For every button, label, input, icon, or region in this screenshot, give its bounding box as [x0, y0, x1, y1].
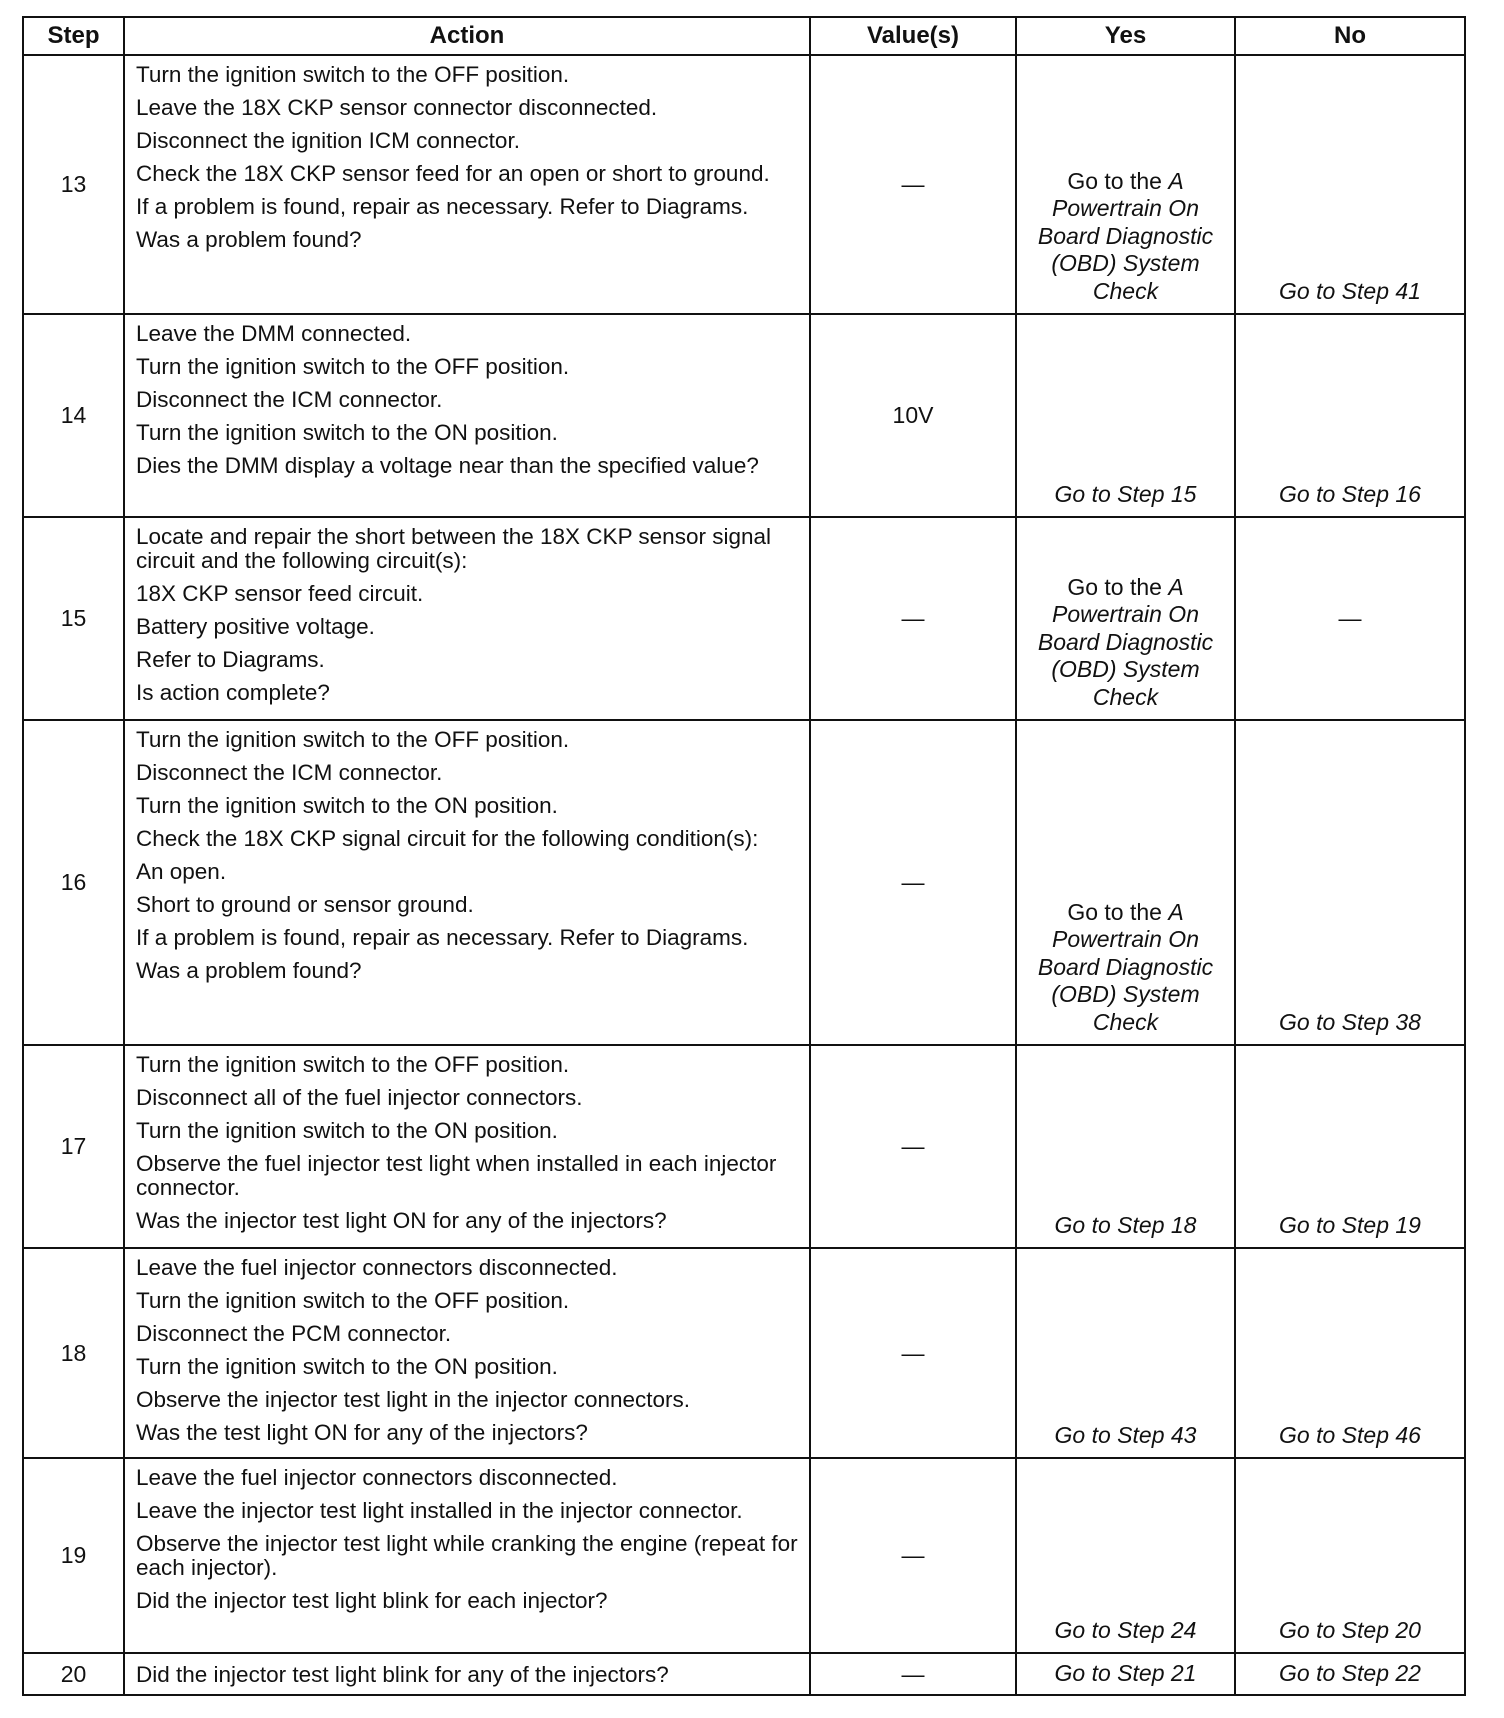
step-number: 17: [23, 1045, 124, 1248]
yes-cell: Go to Step 15: [1016, 314, 1235, 517]
yes-cell: Go to Step 21: [1016, 1653, 1235, 1695]
yes-cell: [1016, 55, 1235, 314]
action-line: Turn the ignition switch to the ON position.: [136, 1354, 558, 1379]
action-line: If a problem is found, repair as necessary. Refer to Diagrams.: [136, 925, 749, 950]
action-cell: [124, 1653, 810, 1695]
action-line: Was the test light ON for any of the injectors?: [136, 1420, 588, 1445]
obd-line: Powertrain On: [1051, 195, 1199, 221]
action-cell: [124, 314, 810, 517]
action-line: Leave the fuel injector connectors disconnected.: [136, 1255, 618, 1280]
obd-line: Check: [1092, 1008, 1159, 1035]
value-cell: —: [810, 55, 1016, 314]
action-cell: [124, 1458, 810, 1653]
action-line: Turn the ignition switch to the ON position.: [136, 793, 558, 818]
action-line: Locate and repair the short between the 18X CKP sensor signal circuit and the following circuit(s):: [136, 524, 771, 573]
action-cell: [124, 517, 810, 720]
step-number: 13: [23, 55, 124, 314]
action-line: Observe the fuel injector test light when installed in each injector connector.: [136, 1151, 777, 1200]
value-cell: 10V: [810, 314, 1016, 517]
action-line: Disconnect the ICM connector.: [136, 760, 443, 785]
action-line: Observe the injector test light in the injector connectors.: [136, 1387, 691, 1412]
obd-line: Powertrain On: [1051, 926, 1199, 952]
obd-line: Board Diagnostic: [1037, 628, 1214, 655]
no-cell: Go to Step 41: [1235, 55, 1465, 314]
no-cell: —: [1235, 517, 1465, 720]
obd-line: Powertrain On: [1051, 601, 1199, 627]
value-cell: —: [810, 1045, 1016, 1248]
action-cell: [124, 1045, 810, 1248]
action-line: Was a problem found?: [136, 958, 362, 983]
action-line: If a problem is found, repair as necessary. Refer to Diagrams.: [136, 194, 749, 219]
action-line: Leave the fuel injector connectors disconnected.: [136, 1465, 618, 1490]
action-line: Turn the ignition switch to the OFF position.: [136, 1052, 570, 1077]
value-cell: —: [810, 1458, 1016, 1653]
action-line: Turn the ignition switch to the OFF position.: [136, 62, 570, 87]
action-line: An open.: [136, 859, 227, 884]
value-cell: —: [810, 1248, 1016, 1458]
table-row: [23, 314, 1465, 517]
action-line: Disconnect the PCM connector.: [136, 1321, 452, 1346]
obd-line: Check: [1092, 277, 1159, 304]
obd-line: Board Diagnostic: [1037, 953, 1214, 980]
action-line: Turn the ignition switch to the ON position.: [136, 420, 558, 445]
table-row: [23, 517, 1465, 720]
action-line: Was a problem found?: [136, 227, 362, 252]
obd-line: (OBD) System: [1051, 656, 1200, 682]
step-number: 15: [23, 517, 124, 720]
obd-line: Go to the A: [1067, 573, 1184, 600]
action-line: Dies the DMM display a voltage near than the specified value?: [136, 453, 759, 478]
action-line: Observe the injector test light while cranking the engine (repeat for each injector).: [136, 1531, 798, 1580]
action-line: Leave the 18X CKP sensor connector disconnected.: [136, 95, 658, 120]
table-row: [23, 1458, 1465, 1653]
table-row: [23, 1045, 1465, 1248]
action-line: Did the injector test light blink for any of the injectors?: [136, 1662, 669, 1687]
yes-cell: Go to Step 18: [1016, 1045, 1235, 1248]
action-line: Refer to Diagrams.: [136, 647, 325, 672]
yes-cell: Go to Step 24: [1016, 1458, 1235, 1653]
action-line: Short to ground or sensor ground.: [136, 892, 474, 917]
action-line: Disconnect all of the fuel injector connectors.: [136, 1085, 583, 1110]
yes-cell: Go to Step 43: [1016, 1248, 1235, 1458]
obd-line: Go to the A: [1067, 167, 1184, 194]
action-line: Disconnect the ICM connector.: [136, 387, 443, 412]
action-cell: [124, 720, 810, 1045]
value-cell: —: [810, 720, 1016, 1045]
table-row: [23, 1653, 1465, 1695]
table-row: [23, 55, 1465, 314]
step-number: 20: [23, 1653, 124, 1695]
action-line: Was the injector test light ON for any of the injectors?: [136, 1208, 667, 1233]
obd-line: Go to the A: [1067, 898, 1184, 925]
no-cell: Go to Step 46: [1235, 1248, 1465, 1458]
action-line: Turn the ignition switch to the OFF position.: [136, 727, 570, 752]
obd-line: (OBD) System: [1051, 250, 1200, 276]
yes-cell: [1016, 720, 1235, 1045]
value-cell: —: [810, 517, 1016, 720]
action-line: Check the 18X CKP signal circuit for the following condition(s):: [136, 826, 759, 851]
action-line: Did the injector test light blink for each injector?: [136, 1588, 608, 1613]
yes-cell: [1016, 517, 1235, 720]
table-row: [23, 1248, 1465, 1458]
action-line: Turn the ignition switch to the ON position.: [136, 1118, 558, 1143]
obd-line: Board Diagnostic: [1037, 222, 1214, 249]
header-no: No: [1235, 17, 1465, 55]
action-cell: [124, 1248, 810, 1458]
step-number: 18: [23, 1248, 124, 1458]
step-number: 14: [23, 314, 124, 517]
action-line: Battery positive voltage.: [136, 614, 375, 639]
obd-line: (OBD) System: [1051, 981, 1200, 1007]
header-yes: Yes: [1016, 17, 1235, 55]
value-cell: —: [810, 1653, 1016, 1695]
action-line: Turn the ignition switch to the OFF position.: [136, 1288, 570, 1313]
no-cell: Go to Step 22: [1235, 1653, 1465, 1695]
step-number: 19: [23, 1458, 124, 1653]
action-line: Is action complete?: [136, 680, 330, 705]
no-cell: Go to Step 38: [1235, 720, 1465, 1045]
action-line: 18X CKP sensor feed circuit.: [136, 581, 424, 606]
action-line: Disconnect the ignition ICM connector.: [136, 128, 520, 153]
action-cell: [124, 55, 810, 314]
table-row: [23, 720, 1465, 1045]
header-step: Step: [23, 17, 124, 55]
diagnostic-table: [22, 16, 1466, 1696]
action-line: Turn the ignition switch to the OFF position.: [136, 354, 570, 379]
no-cell: Go to Step 16: [1235, 314, 1465, 517]
action-line: Leave the DMM connected.: [136, 321, 412, 346]
header-row: [23, 17, 1465, 55]
header-values: Value(s): [810, 17, 1016, 55]
header-action: Action: [124, 17, 810, 55]
obd-line: Check: [1092, 683, 1159, 710]
step-number: 16: [23, 720, 124, 1045]
action-line: Check the 18X CKP sensor feed for an open or short to ground.: [136, 161, 770, 186]
no-cell: Go to Step 19: [1235, 1045, 1465, 1248]
no-cell: Go to Step 20: [1235, 1458, 1465, 1653]
action-line: Leave the injector test light installed in the injector connector.: [136, 1498, 743, 1523]
